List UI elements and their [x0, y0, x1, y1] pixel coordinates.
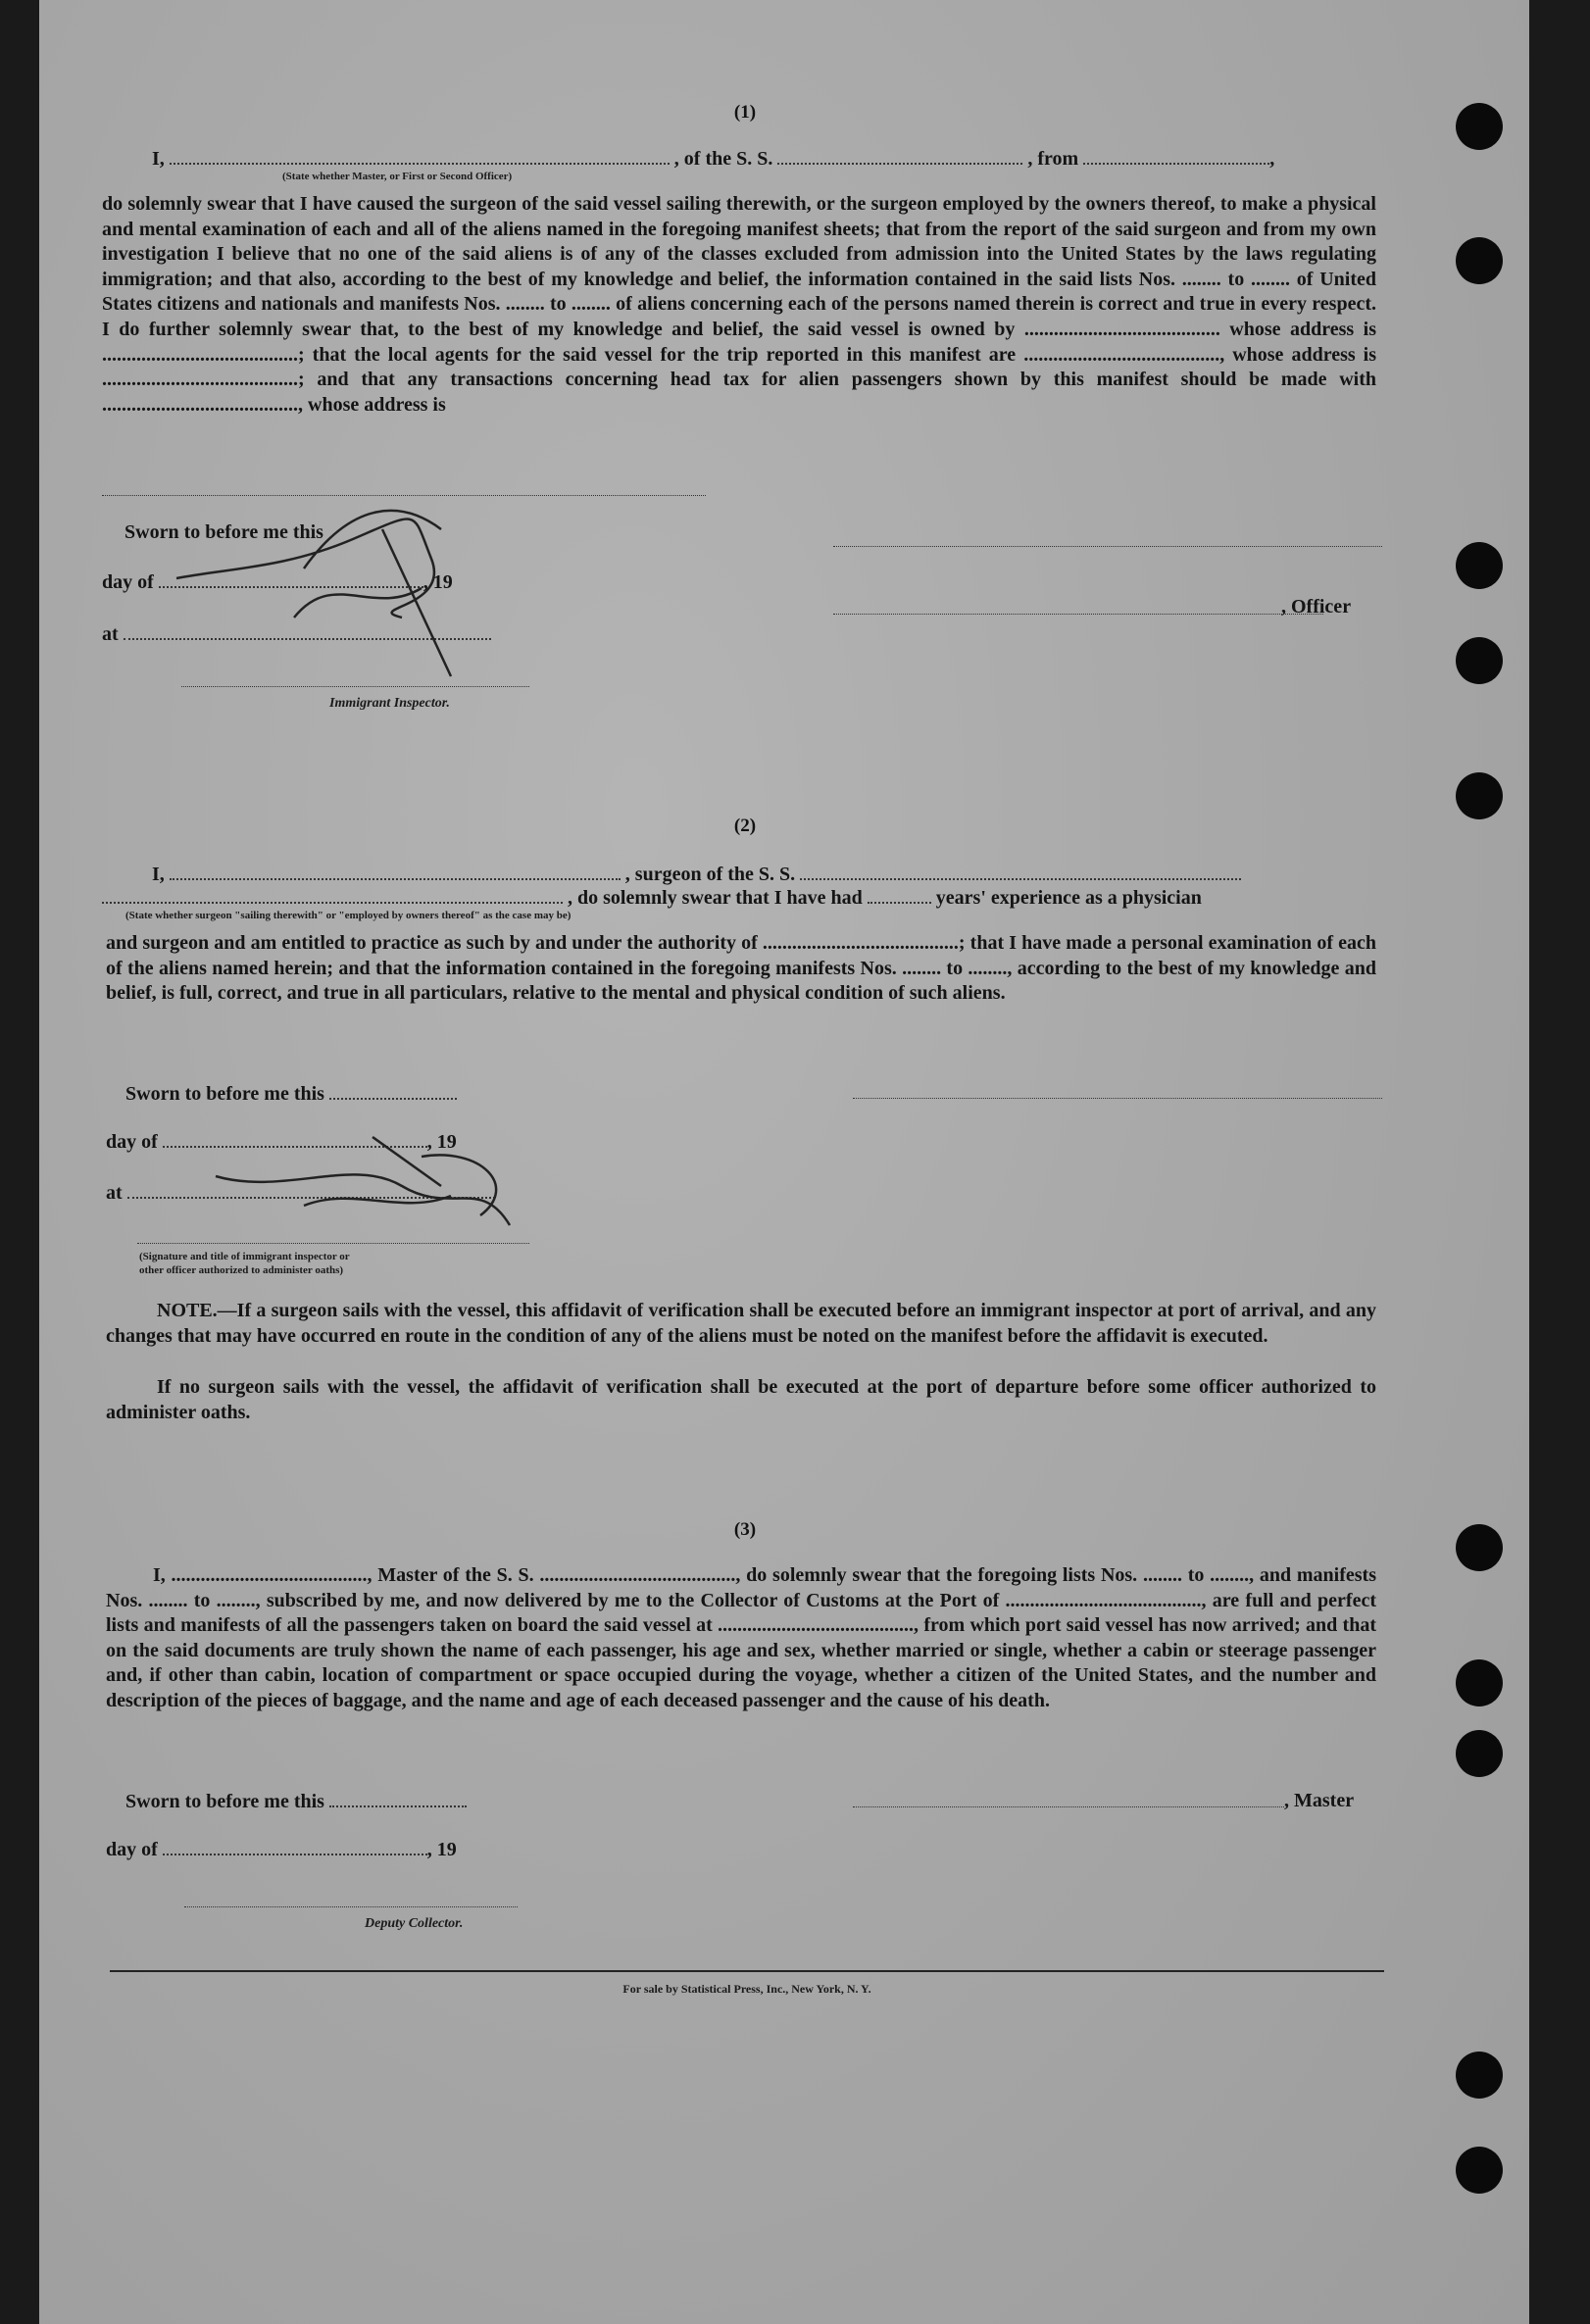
section-1-body: do solemnly swear that I have caused the surgeon of the said vessel sailing therewith, or the surgeon employed by the owners thereof, to make a physical and mental examination of each and all of the aliens named in the foregoing manifest sheets; that from the report of the said surgeon and from my own investigation I believe that no one of the said aliens is of any of the classes excluded from admission into the United States by the laws regulating immigration; and that also, according to the best of my knowledge and belief, the information contained in the said lists Nos. ........ to ........ of United States citizens and nationals and manifests Nos. ........ to ........ of aliens concerning each of the persons named therein is correct and true in every respect. I do further solemnly swear that, to the best of my knowledge and belief, the said vessel is owned by ........................................ whose address is ........................................; that the local agents for the said vessel for the trip reported in this manifest are ........................................, whose address is ........................................; and that any transactions concerning head tax for alien passengers shown by this manifest should be made with ........................................, whose address is [102, 193, 1376, 416]
section-2-note-1: NOTE.—If a surgeon sails with the vessel, this affidavit of verification shall be executed before an immigrant inspector at port of arrival, and any changes that may have occurred en route in the condition of any of the aliens must be noted on the manifest before the affidavit is executed. [106, 1300, 1376, 1347]
text-from: , from [1027, 148, 1079, 170]
section-3-master: , Master [1284, 1790, 1355, 1811]
section-2-body: and surgeon and am entitled to practice as such by and under the authority of ........................................; that I have made a personal examination of each of the aliens named herein; and that the information contained in the foregoing manifests Nos. ........ to ........, according to the best of my knowledge and belief, is full, correct, and true in all particulars, relative to the mental and physical condition of such aliens. [106, 932, 1376, 1005]
form-sheet [39, 0, 1529, 2324]
punch-hole [1456, 2147, 1503, 2194]
text-at: at [106, 1182, 123, 1204]
deputy-collector-caption: Deputy Collector. [365, 1916, 464, 1931]
text-of-ss: , of the S. S. [673, 148, 773, 170]
punch-hole [1456, 772, 1503, 819]
signature-scribble [186, 1117, 637, 1323]
text-year: , 19 [426, 1131, 457, 1153]
text-day-of: day of [106, 1131, 158, 1153]
punch-hole [1456, 1524, 1503, 1571]
text-i: I, [152, 148, 165, 170]
text-day-of: day of [106, 1839, 158, 1860]
punch-hole [1456, 637, 1503, 684]
section-1-officer-caption: (State whether Master, or First or Second Officer) [282, 171, 513, 182]
section-3-body: I, ........................................, Master of the S. S. ........................................, do solemnly swear that the foregoing lists Nos. ........ to ........, and manifests Nos. ........ to ........, subscribed by me, and now delivered by me to the Collector of Customs at the Port of ........................................, are full and perfect lists and manifests of all the passengers taken on board the said vessel at ........................................, from which port said vessel has now arrived; and that on the said documents are truly shown the name of each passenger, his age and sex, whether married or single, whether a cabin or steerage passenger and, if other than cabin, location of compartment or space occupied during the voyage, whether a citizen of the United States, and the number and description of the pieces of baggage, and the name and age of each deceased passenger and the cause of his death. [106, 1564, 1376, 1711]
punch-hole [1456, 103, 1503, 150]
footer-divider [110, 1970, 1384, 1972]
section-3-number: (3) [733, 1519, 757, 1540]
section-2-sig-caption-2: other officer authorized to administer oaths) [139, 1264, 344, 1276]
section-2-sworn [125, 1082, 457, 1106]
text-years: years' experience as a physician [935, 887, 1202, 909]
text-swear: , do solemnly swear that I have had [568, 887, 863, 909]
punch-hole [1456, 1730, 1503, 1777]
text-at: at [102, 623, 119, 645]
text-year: , 19 [422, 571, 453, 593]
punch-hole [1456, 2052, 1503, 2099]
text-day-of: day of [102, 571, 154, 593]
footer-printer: For sale by Statistical Press, Inc., New York, N. Y. [622, 1982, 871, 1996]
section-2-second-line [102, 886, 1202, 910]
section-3-day-of [106, 1838, 457, 1861]
section-2-surgeon-caption: (State whether surgeon "sailing therewith" or "employed by owners thereof" as the case may be) [125, 910, 571, 921]
section-2-first-line [152, 863, 1241, 886]
section-2-number: (2) [733, 816, 757, 836]
section-1-sworn: Sworn to before me this [124, 521, 323, 543]
section-1-first-line [152, 147, 1274, 171]
punch-hole [1456, 542, 1503, 589]
signature-scribble [137, 421, 588, 716]
text-comma: , [1269, 148, 1275, 170]
punch-hole [1456, 1659, 1503, 1706]
text-surgeon-of-ss: , surgeon of the S. S. [624, 864, 796, 885]
text-year: , 19 [426, 1839, 457, 1860]
section-1-number: (1) [733, 102, 757, 123]
section-3-sworn [125, 1790, 467, 1813]
section-2-sig-caption-1: (Signature and title of immigrant inspector or [139, 1251, 350, 1262]
immigrant-inspector-caption: Immigrant Inspector. [329, 696, 450, 711]
punch-hole [1456, 237, 1503, 284]
text-sworn: Sworn to before me this [125, 1791, 324, 1812]
text-i: I, [152, 864, 165, 885]
section-2-note-2: If no surgeon sails with the vessel, the affidavit of verification shall be executed at the port of departure before some officer authorized to administer oaths. [106, 1376, 1376, 1423]
text-sworn: Sworn to before me this [125, 1083, 324, 1105]
section-1-officer: , Officer [1281, 596, 1352, 618]
